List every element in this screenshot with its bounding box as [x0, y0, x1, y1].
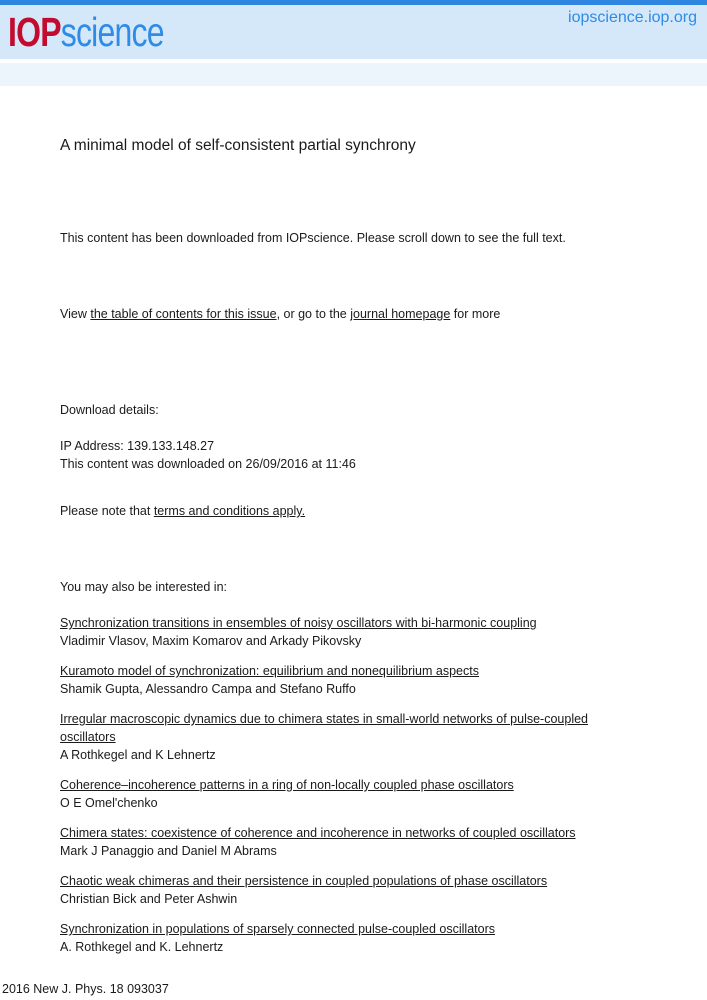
- view-line-prefix: View: [60, 307, 91, 321]
- list-item: [60, 920, 647, 956]
- related-article-authors: Shamik Gupta, Alessandro Campa and Stefano Ruffo: [60, 682, 356, 696]
- related-article-title-link[interactable]: Kuramoto model of synchronization: equilibrium and nonequilibrium aspects: [60, 664, 479, 678]
- header: [0, 5, 707, 59]
- journal-homepage-link[interactable]: journal homepage: [350, 307, 451, 321]
- related-articles-list: [60, 614, 647, 956]
- ip-address: IP Address: 139.133.148.27: [60, 439, 215, 453]
- document-title: A minimal model of self-consistent partial synchrony: [60, 137, 416, 154]
- iopscience-logo: [8, 9, 164, 55]
- list-item: [60, 872, 647, 908]
- table-of-contents-link[interactable]: the table of contents for this issue: [90, 307, 277, 321]
- content: [0, 136, 707, 956]
- terms-prefix: Please note that: [60, 504, 154, 518]
- related-heading: You may also be interested in:: [60, 580, 228, 594]
- related-article-title-link[interactable]: Synchronization in populations of sparsely connected pulse-coupled oscillators: [60, 922, 495, 936]
- list-item: [60, 824, 647, 860]
- related-article-authors: A. Rothkegel and K. Lehnertz: [60, 940, 224, 954]
- view-line-suffix: for more: [450, 307, 501, 321]
- related-article-title-link[interactable]: Synchronization transitions in ensembles of noisy oscillators with bi-harmonic coupling: [60, 616, 537, 630]
- download-notice: This content has been downloaded from IOPscience. Please scroll down to see the full text.: [60, 231, 566, 245]
- list-item: [60, 710, 647, 764]
- terms-line: [60, 503, 647, 519]
- related-article-authors: Christian Bick and Peter Ashwin: [60, 892, 238, 906]
- downloaded-on: This content was downloaded on 26/09/2016 at 11:46: [60, 457, 356, 471]
- logo-science-text: science: [60, 9, 164, 55]
- list-item: [60, 662, 647, 698]
- related-article-title-link[interactable]: Chaotic weak chimeras and their persistence in coupled populations of phase oscillators: [60, 874, 548, 888]
- related-article-authors: Vladimir Vlasov, Maxim Komarov and Arkady Pikovsky: [60, 634, 362, 648]
- logo-iop-text: IOP: [8, 9, 61, 55]
- related-article-title-link[interactable]: Irregular macroscopic dynamics due to chimera states in small-world networks of pulse-coupled oscillators: [60, 712, 588, 744]
- related-article-title-link[interactable]: Chimera states: coexistence of coherence and incoherence in networks of coupled oscillators: [60, 826, 576, 840]
- site-url-link[interactable]: iopscience.iop.org: [568, 9, 697, 26]
- related-article-authors: Mark J Panaggio and Daniel M Abrams: [60, 844, 277, 858]
- view-line-middle: , or go to the: [276, 307, 351, 321]
- header-sub-bar: [0, 63, 707, 86]
- terms-and-conditions-link[interactable]: terms and conditions apply.: [153, 504, 306, 518]
- related-article-authors: O E Omel'chenko: [60, 796, 158, 810]
- list-item: [60, 614, 647, 650]
- related-article-authors: A Rothkegel and K Lehnertz: [60, 748, 216, 762]
- view-line: [60, 306, 647, 322]
- footer-citation: 2016 New J. Phys. 18 093037: [2, 982, 169, 996]
- list-item: [60, 776, 647, 812]
- related-article-title-link[interactable]: Coherence–incoherence patterns in a ring of non-locally coupled phase oscillators: [60, 778, 514, 792]
- download-details-heading: Download details:: [60, 403, 159, 417]
